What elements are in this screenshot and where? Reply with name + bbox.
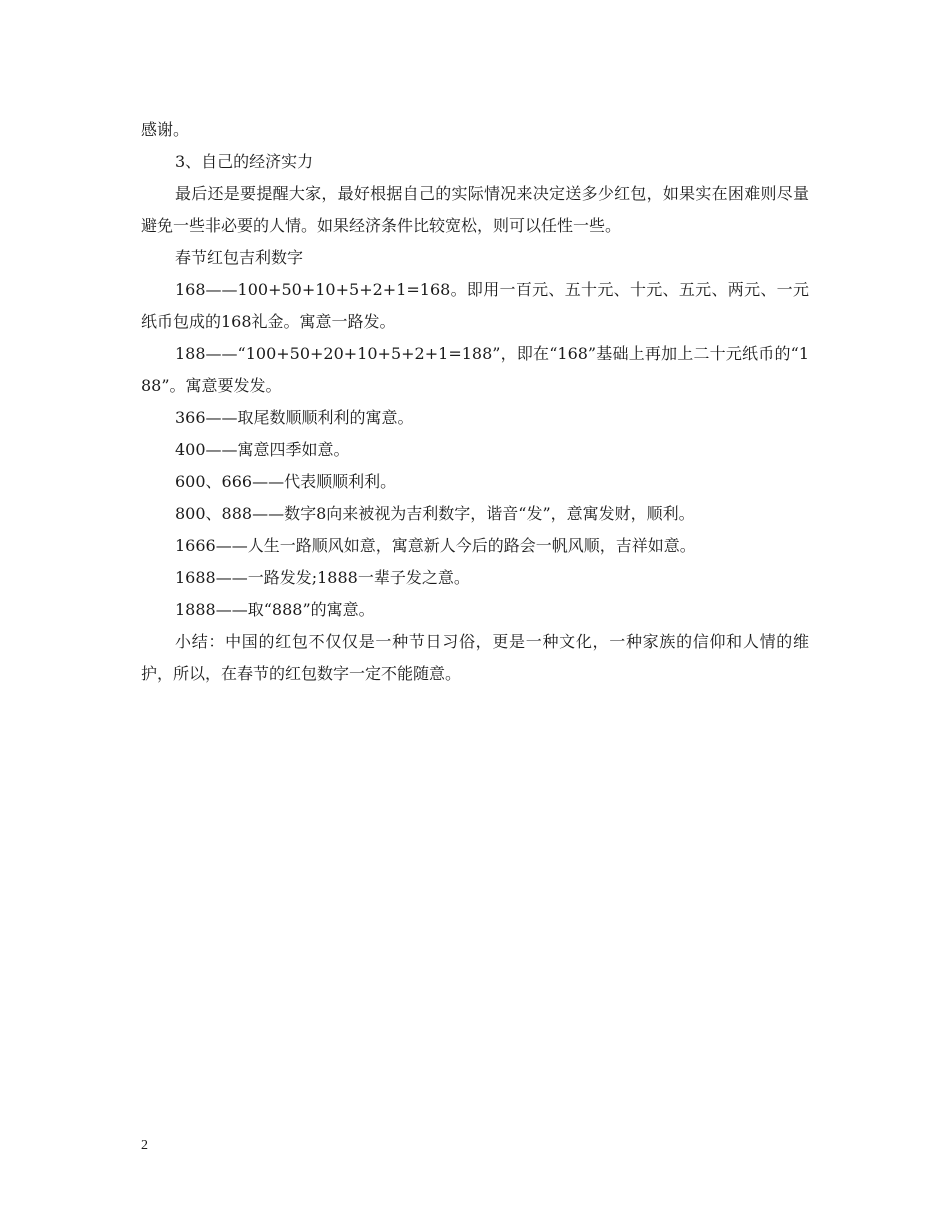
list-item: 400——寓意四季如意。 (175, 440, 350, 459)
paragraph: 感谢。 (141, 120, 190, 139)
document-body (141, 114, 809, 690)
section-heading: 3、自己的经济实力 (175, 152, 314, 171)
page-number: 2 (141, 1138, 148, 1153)
list-item: 168——100+50+10+5+2+1=168。即用一百元、五十元、十元、五元、两元、一元纸币包成的168礼金。寓意一路发。 (141, 280, 809, 331)
list-item: 1888——取“888”的寓意。 (175, 600, 375, 619)
summary-paragraph: 小结：中国的红包不仅仅是一种节日习俗，更是一种文化，一种家族的信仰和人情的维护，所以，在春节的红包数字一定不能随意。 (141, 632, 809, 683)
list-item: 1666——人生一路顺风如意，寓意新人今后的路会一帆风顺，吉祥如意。 (175, 536, 696, 555)
list-item: 366——取尾数顺顺利利的寓意。 (175, 408, 414, 427)
list-item: 188——“100+50+20+10+5+2+1=188”，即在“168”基础上再加上二十元纸币的“188”。寓意要发发。 (141, 344, 809, 395)
list-item: 800、888——数字8向来被视为吉利数字，谐音“发”，意寓发财，顺利。 (175, 504, 695, 523)
paragraph: 最后还是要提醒大家，最好根据自己的实际情况来决定送多少红包，如果实在困难则尽量避免一些非必要的人情。如果经济条件比较宽松，则可以任性一些。 (141, 184, 809, 235)
list-item: 600、666——代表顺顺利利。 (175, 472, 397, 491)
section-heading: 春节红包吉利数字 (175, 248, 304, 267)
list-item: 1688——一路发发;1888一辈子发之意。 (175, 568, 470, 587)
